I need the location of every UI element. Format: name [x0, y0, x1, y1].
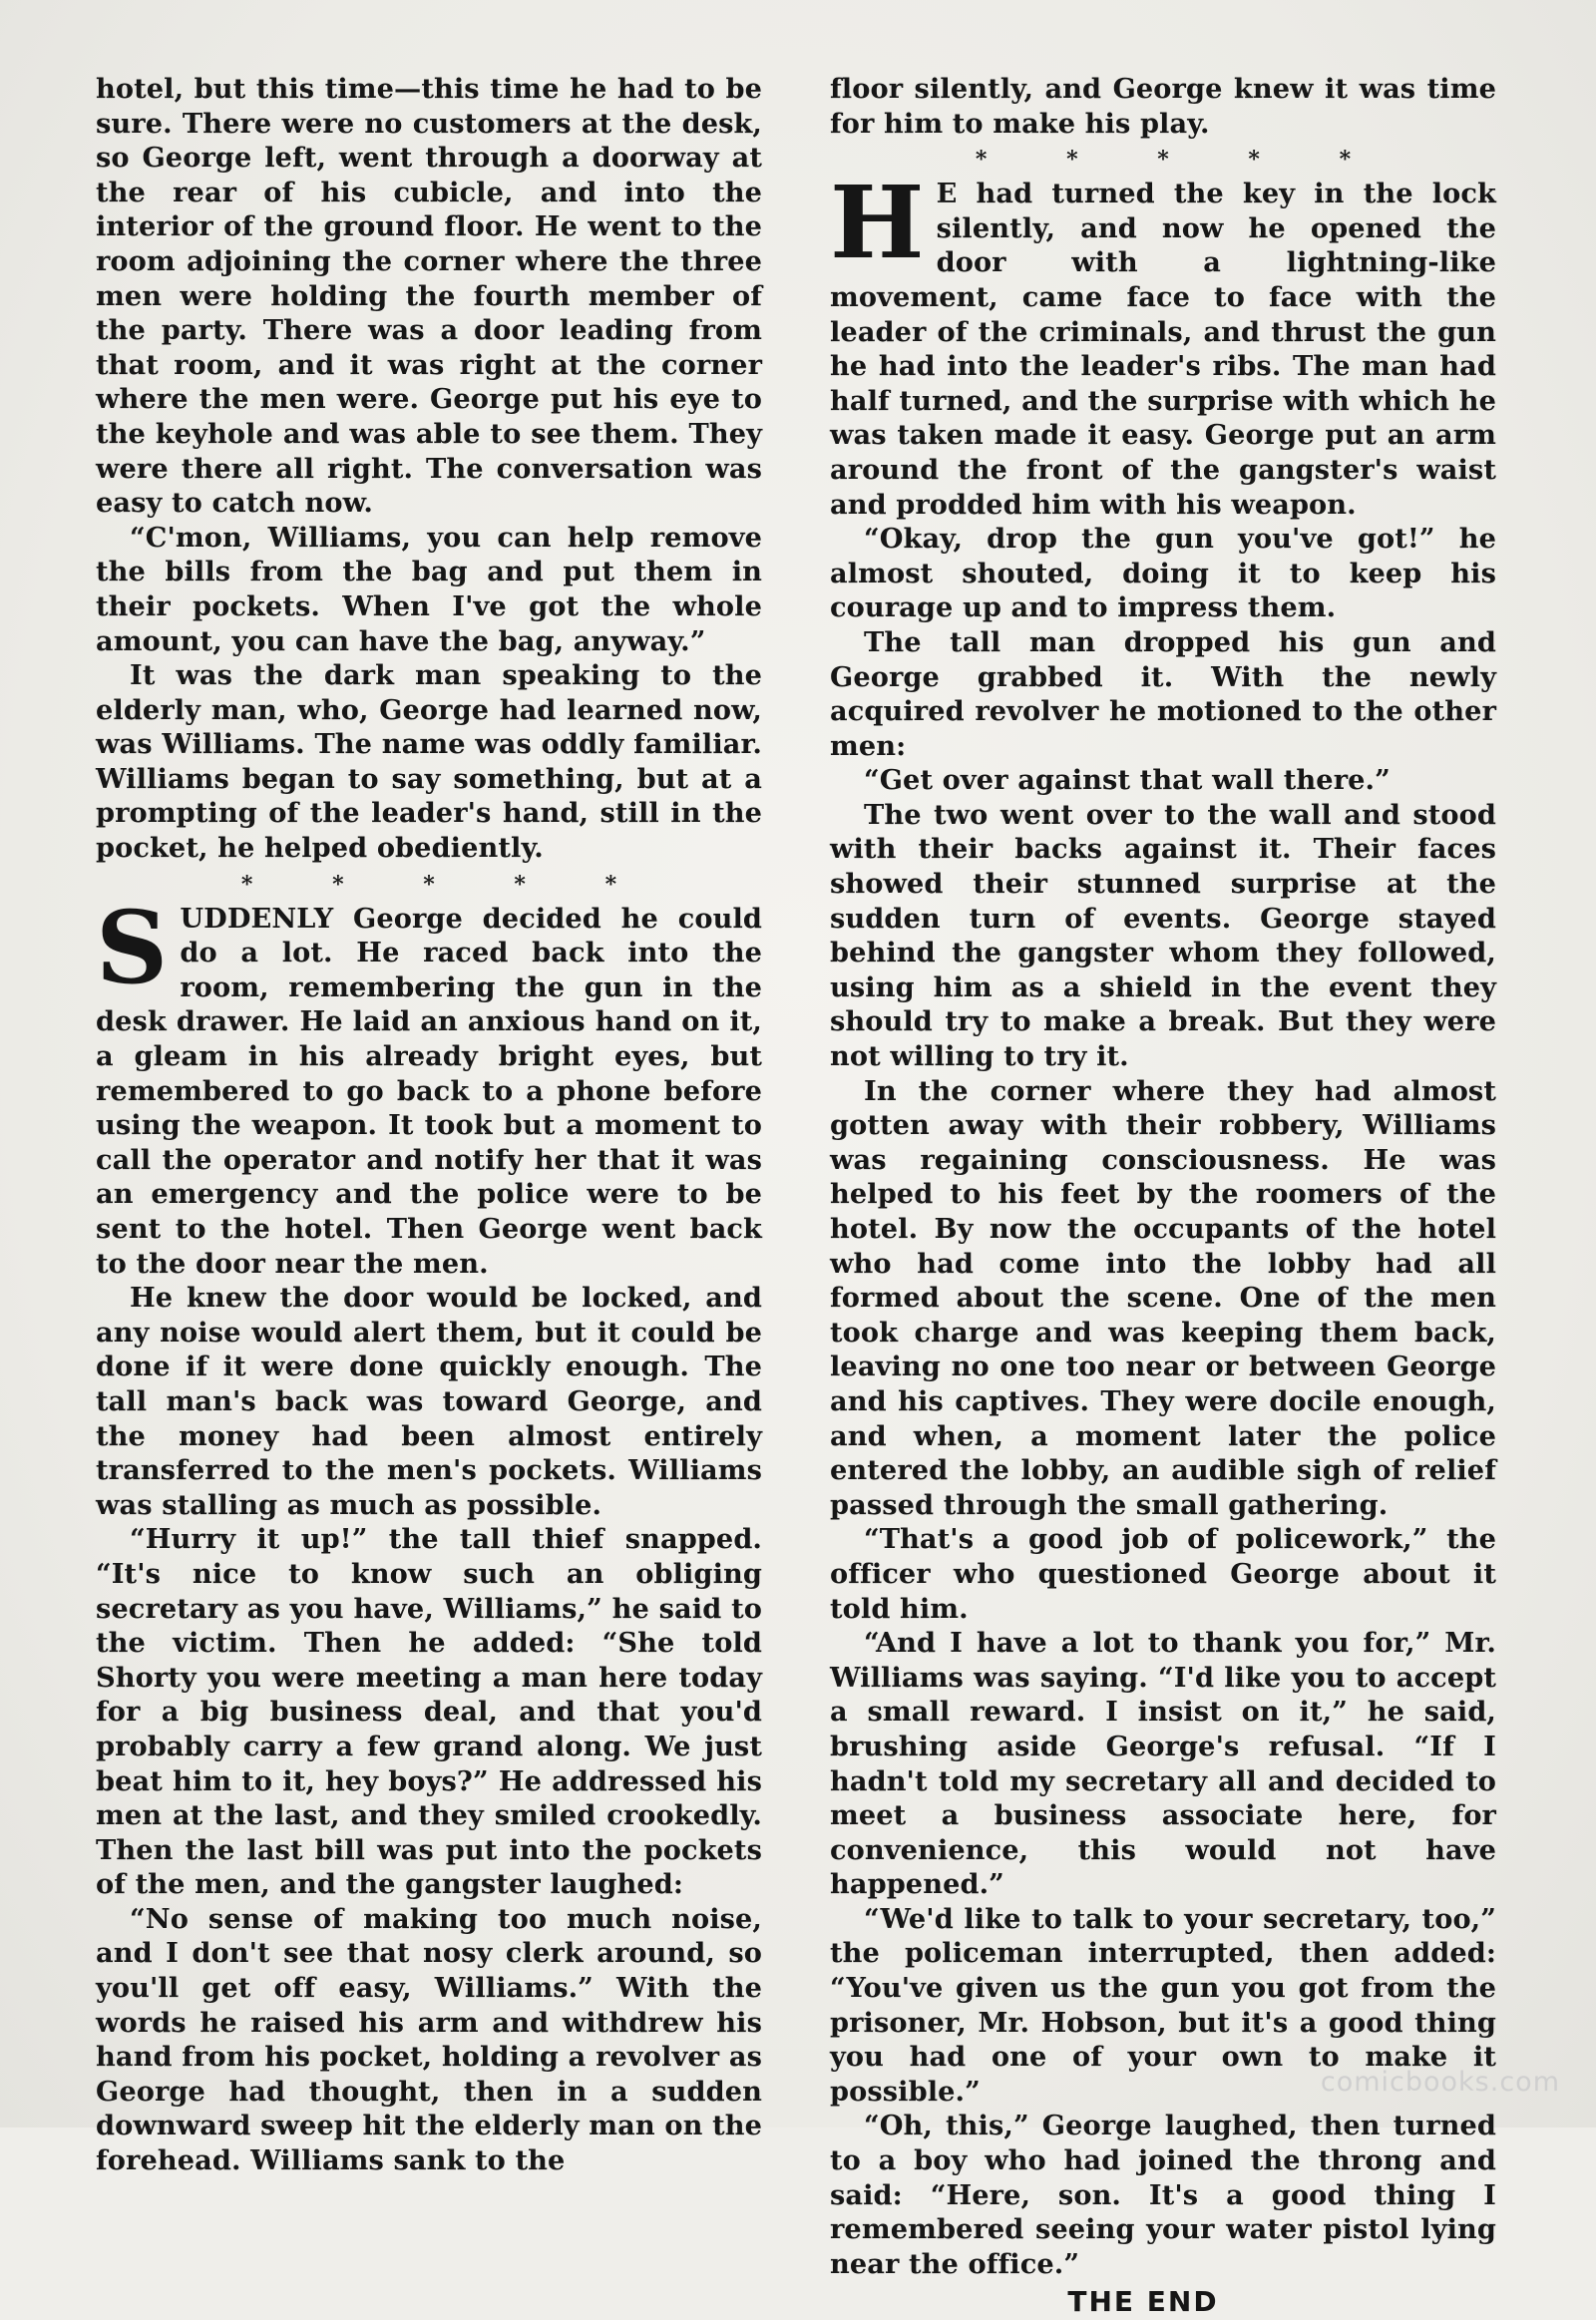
paragraph-with-dropcap — [96, 888, 762, 1282]
paragraph: “C'mon, Williams, you can help remove the bills from the bag and put them in their pockets. When I've got the whole amount, you can have the bag, anyway.” — [96, 521, 762, 657]
paragraph: “No sense of making too much noise, and I don't see that nosy clerk around, so you'll get off easy, Williams.” With the words he raised his arm and withdrew his hand from his pocket, holding a revolver as George had thought, then in a sudden downward sweep hit the elderly man on the forehead. Williams sank to the — [96, 1902, 762, 2177]
paragraph-body: E had turned the key in the lock silently, and now he opened the door with a lightning-like movement, came face to face with the leader of the criminals, and thrust the gun he had into the leader's ribs. The man had half turned, and the surprise with which he was taken made it easy. George put an arm around the front of the gangster's waist and prodded him with his weapon. — [830, 178, 1496, 521]
site-watermark: comicbooks.com — [1320, 2067, 1560, 2098]
section-break-stars: * * * * * — [240, 871, 653, 898]
paragraph: In the corner where they had almost gotten away with their robbery, Williams was regaining consciousness. He was helped to his feet by the roomers of the hotel. By now the occupants of the hotel who had come into the lobby had all formed about the scene. One of the men took charge and was keeping them back, leaving no one too near or between George and his captives. They were docile enough, and when, a moment later the police entered the lobby, an audible sigh of relief passed through the small gathering. — [830, 1074, 1496, 1521]
paragraph: hotel, but this time—this time he had to be sure. There were no customers at the desk, so George left, went through a doorway at the rear of his cubicle, and into the interior of the ground floor. He went to the room adjoining the corner where the three men were holding the fourth member of the party. There was a door leading from that room, and it was right at the corner where the men were. George put his eye to the keyhole and was able to see them. They were there all right. The conversation was easy to catch now. — [96, 73, 762, 520]
paragraph: “Okay, drop the gun you've got!” he almost shouted, doing it to keep his courage up and to impress them. — [830, 523, 1496, 624]
paragraph: “Oh, this,” George laughed, then turned to a boy who had joined the throng and said: “Here, son. It's a good thing I remembered seeing your water pistol lying near the office.” — [830, 2110, 1496, 2280]
paragraph: The two went over to the wall and stood with their backs against it. Their faces showed their stunned surprise at the sudden turn of events. George stayed behind the gangster whom they followed, using him as a shield in the event they should try to make a break. But they were not willing to try it. — [830, 798, 1496, 1073]
right-text-column — [830, 72, 1496, 2320]
paragraph: “Get over against that wall there.” — [864, 764, 1391, 797]
paragraph: “And I have a lot to thank you for,” Mr. Williams was saying. “I'd like you to accept a small reward. I insist on it,” he said, brushing aside George's refusal. “If I hadn't told my secretary all and decided to meet a business associate here, for convenience, this would not have happened.” — [830, 1627, 1496, 1901]
paragraph: floor silently, and George knew it was time for him to make his play. — [830, 73, 1496, 140]
paragraph: “We'd like to talk to your secretary, too,” the policeman interrupted, then added: “You've given us the gun you got from the prisoner, Mr. Hobson, but it's a good thing you had one of your own to make it possible.” — [830, 1902, 1496, 2108]
paragraph: He knew the door would be locked, and any noise would alert them, but it could be done if it were done quickly enough. The tall man's back was toward George, and the money had been almost entirely transferred to the men's pockets. Williams was stalling as much as possible. — [96, 1282, 762, 1521]
section-break-stars: * * * * * — [975, 147, 1388, 174]
lead-word: UDDENLY — [180, 902, 334, 935]
paragraph-with-dropcap — [830, 164, 1496, 522]
left-text-column — [96, 72, 762, 2178]
paragraph: It was the dark man speaking to the elderly man, who, George had learned now, was Williams. The name was oddly familiar. Williams began to say something, but at a prompting of the leader's hand, still in the pocket, he helped obediently. — [96, 659, 762, 865]
drop-cap: H — [830, 164, 925, 282]
paragraph: The tall man dropped his gun and George grabbed it. With the newly acquired revolver he motioned to the other men: — [830, 625, 1496, 762]
paragraph: “That's a good job of policework,” the officer who questioned George about it told him. — [830, 1523, 1496, 1625]
drop-cap: S — [96, 888, 169, 1006]
the-end-label: THE END — [1067, 2285, 1219, 2319]
paragraph-body: George decided he could do a lot. He raced back into the room, remembering the gun in the desk drawer. He laid an anxious hand on it, a gleam in his already bright eyes, but remembered to go back to a phone before using the weapon. It took but a moment to call the operator and notify her that it was an emergency and the police were to be sent to the hotel. Then George went back to the door near the men. — [96, 902, 762, 1280]
paragraph: “Hurry it up!” the tall thief snapped. “It's nice to know such an obliging secretary as you have, Williams,” he said to the victim. Then he added: “She told Shorty you were meeting a man here today for a big business deal, and that you'd probably carry a few grand along. We just beat him to it, hey boys?” He addressed his men at the last, and they smiled crookedly. Then the last bill was put into the pockets of the men, and the gangster laughed: — [96, 1523, 762, 1901]
